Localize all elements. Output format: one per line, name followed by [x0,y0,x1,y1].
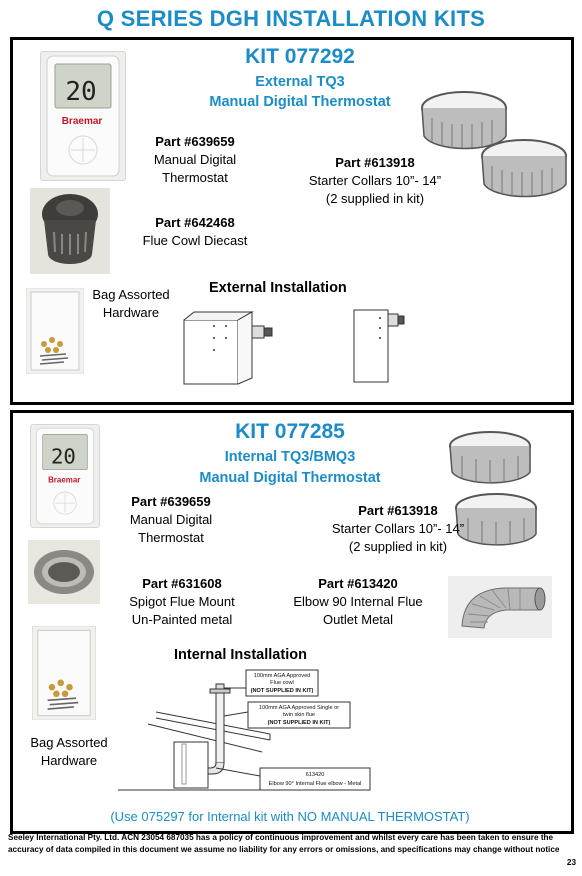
diagram-label-cowl-1: 100mm AGA Approved [253,673,311,679]
part-number: Part #613918 [335,155,415,170]
kit1-install-heading: External Installation [209,280,347,296]
thermostat-photo [30,424,100,528]
diagram-label-flue-3: (NOT SUPPLIED IN KIT) [267,720,331,726]
part-number: Part #613918 [358,503,438,518]
part-desc-2: (2 supplied in kit) [325,191,425,206]
kit1-bag-label: Bag Assorted Hardware [92,287,170,320]
diagram-label-elbow-2: Elbow 90° Internal Flue elbow - Metal [268,781,362,787]
part-desc-1: Manual Digital [153,152,237,167]
thermostat-display: 20 [50,444,76,469]
part-desc-2: Thermostat [138,530,204,545]
part-desc-2: Outlet Metal [322,612,394,627]
kit2-note: (Use 075297 for Internal kit with NO MANUAL THERMOSTAT) [110,809,470,824]
part-desc-2: Thermostat [162,170,228,185]
part-desc-1: Flue Cowl Diecast [142,233,248,248]
part-desc-1: Manual Digital [129,512,213,527]
kit2-subtitle-1: Internal TQ3/BMQ3 [224,449,356,465]
page-number: 23 [566,858,576,867]
hardware-bag-photo [26,288,84,374]
kit2-part-collars [322,502,474,556]
kit2-part-elbow [283,575,433,629]
kit1-part-thermostat [130,133,260,187]
part-desc-1: Starter Collars 10”- 14” [331,521,465,536]
part-number: Part #639659 [155,134,235,149]
kit2-install-heading: Internal Installation [174,647,307,663]
part-desc-1: Spigot Flue Mount [129,594,235,609]
part-desc-1: Elbow 90 Internal Flue [293,594,423,609]
diagram-label-flue-1: 100mm AGA Approved Single or [258,705,340,711]
kit2-subtitle-2: Manual Digital Thermostat [199,470,381,486]
thermostat-photo [40,51,126,181]
kit1-part-cowl [130,214,260,250]
part-desc-1: Starter Collars 10”- 14” [308,173,442,188]
kit2-part-spigot [116,575,248,629]
part-number: Part #639659 [131,494,211,509]
braemar-logo: Braemar [61,116,103,127]
page-title: Q SERIES DGH INSTALLATION KITS [96,6,486,31]
external-installation-drawing-2 [350,304,410,384]
hardware-bag-photo [32,626,96,720]
footer-line-1: Seeley International Pty. Ltd. ACN 23054 687035 has a policy of continuous improvement and whilst every care has been taken to ensure the [8,833,554,842]
diagram-label-cowl-3: (NOT SUPPLIED IN KIT) [250,688,314,694]
diagram-label-cowl-2: Flue cowl [270,680,294,686]
part-desc-2: Un-Painted metal [131,612,233,627]
spigot-flue-mount-photo [28,540,100,604]
kit2-name: KIT 077285 [235,420,345,443]
kit2-bag-label: Bag Assorted Hardware [30,735,108,768]
kit2-part-thermostat [106,493,236,547]
elbow-flue-photo [448,576,552,638]
external-installation-drawing [178,302,278,388]
part-number: Part #631608 [142,576,222,591]
footer-line-2: accuracy of data compiled in this document we assume no liability for any errors or omissions, and specifications may change without notice [8,845,560,854]
braemar-logo: Braemar [48,475,81,485]
kit1-subtitle-2: Manual Digital Thermostat [209,94,391,110]
thermostat-display: 20 [65,77,97,107]
diagram-label-elbow-1: 613420 [305,772,325,778]
kit1-name: KIT 077292 [245,45,355,68]
internal-installation-diagram [112,664,374,800]
flue-cowl-photo [30,188,110,274]
kit1-part-collars [295,154,455,208]
part-number: Part #613420 [318,576,398,591]
diagram-label-flue-2: twin skin flue [282,712,316,718]
part-number: Part #642468 [155,215,235,230]
kit1-subtitle-1: External TQ3 [255,74,345,90]
part-desc-2: (2 supplied in kit) [348,539,448,554]
thermostat-icon [41,52,125,180]
thermostat-icon [31,425,99,527]
